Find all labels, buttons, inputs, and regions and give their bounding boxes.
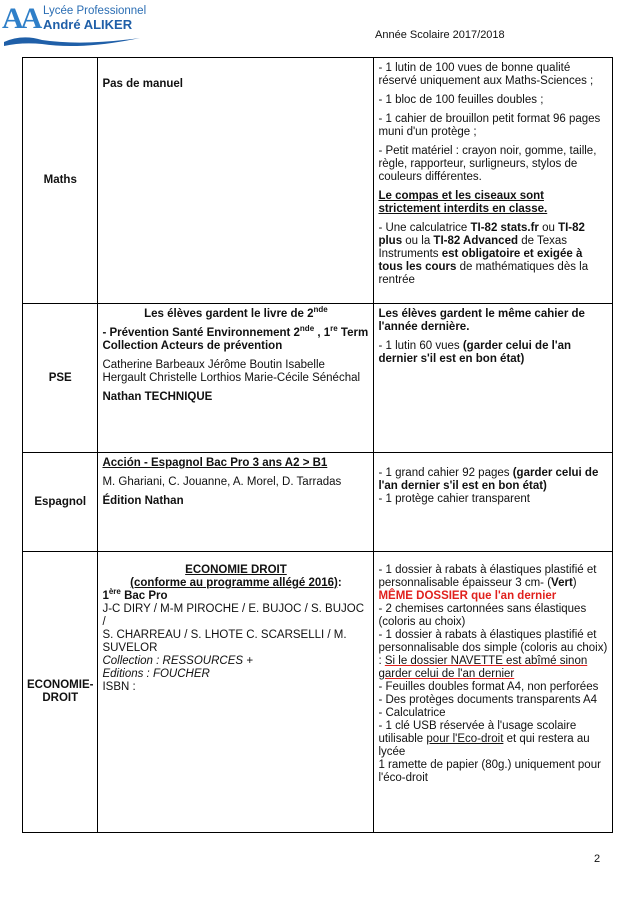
book-isbn: ISBN :	[102, 681, 136, 693]
warning-text: Le compas et les ciseaux sont strictement interdits en classe.	[378, 190, 548, 215]
supplies-table	[22, 57, 613, 833]
supply-item: 1 ramette de papier (80g.) uniquement pour l'éco-droit	[378, 759, 601, 784]
table-row	[23, 58, 613, 304]
supplies-cell	[374, 304, 613, 453]
book-publisher: Nathan TECHNIQUE	[102, 391, 213, 403]
book-title: Acción - Espagnol Bac Pro 3 ans A2 > B1	[102, 457, 328, 469]
book-name: - Prévention Santé Environnement 2nde , 1re Term Collection Acteurs de prévention	[102, 324, 369, 352]
supply-item: - 1 cahier de brouillon petit format 96 pages muni d'un protège ;	[378, 113, 601, 138]
book-publisher: Editions : FOUCHER	[102, 668, 210, 680]
book-level: 1ère Bac Pro	[102, 587, 168, 602]
book-cell	[98, 552, 374, 833]
same-folder-note: MÊME DOSSIER que l'an dernier	[378, 590, 557, 602]
table-row	[23, 552, 613, 833]
supply-item: - 1 grand cahier 92 pages (garder celui de l'an dernier s'il est en bon état)	[378, 467, 599, 492]
supply-item: - Feuilles doubles format A4, non perforées	[378, 681, 599, 693]
school-logo	[2, 2, 172, 48]
table-row	[23, 453, 613, 552]
keep-note: Les élèves gardent le même cahier de l'année dernière.	[378, 308, 585, 333]
book-authors: M. Ghariani, C. Jouanne, A. Morel, D. Tarradas	[102, 476, 342, 488]
supply-item: - Petit matériel : crayon noir, gomme, taille, règle, rapporteur, surligneurs, stylos de couleurs différentes.	[378, 145, 597, 183]
book-cell	[98, 453, 374, 552]
supplies-cell	[374, 453, 613, 552]
book-authors: J-C DIRY / M-M PIROCHE / E. BUJOC / S. BUJOC /	[102, 603, 364, 628]
book-publisher: Édition Nathan	[102, 495, 184, 507]
supply-item: - 1 dossier à rabats à élastiques plastifié et personnalisable dos simple (coloris au choix) : Si le dossier NAVETTE est abîmé sinon garder celui de l'an dernier	[378, 629, 608, 680]
supplies-cell	[374, 58, 613, 304]
supply-item: - 1 bloc de 100 feuilles doubles ;	[378, 94, 544, 106]
supply-item: - Calculatrice	[378, 707, 446, 719]
subject-cell: ECONOMIE-DROIT	[23, 552, 98, 833]
school-year: Année Scolaire 2017/2018	[375, 29, 505, 41]
supplies-cell	[374, 552, 613, 833]
book-title: Les élèves gardent le livre de 2nde	[144, 305, 328, 320]
supply-item: - 1 protège cahier transparent	[378, 493, 530, 505]
subject-cell: Espagnol	[23, 453, 98, 552]
supply-item: - 1 dossier à rabats à élastiques plastifié et personnalisable épaisseur 3 cm- (Vert)	[378, 564, 597, 589]
supply-item: - 1 lutin de 100 vues de bonne qualité réservé uniquement aux Maths-Sciences ;	[378, 62, 594, 87]
book-title: ECONOMIE DROIT	[185, 564, 287, 576]
supply-item: - 1 lutin 60 vues (garder celui de l'an dernier s'il est en bon état)	[378, 340, 572, 365]
supply-item: - 1 clé USB réservée à l'usage scolaire utilisable pour l'Eco-droit et qui restera au lycée	[378, 720, 590, 758]
logo-name: André ALIKER	[43, 17, 133, 32]
subject-cell: PSE	[23, 304, 98, 453]
calculator-item: - Une calculatrice TI-82 stats.fr ou TI-82 plus ou la TI-82 Advanced de Texas Instruments est obligatoire et exigée à tous les cours de mathématiques dès la rentrée	[378, 222, 589, 286]
page-number: 2	[594, 853, 601, 865]
logo-subtitle: Lycée Professionnel	[43, 5, 147, 17]
table-row	[23, 304, 613, 453]
manual-text: Pas de manuel	[102, 78, 183, 90]
wave-icon	[2, 32, 142, 48]
book-collection: Collection : RESSOURCES +	[102, 655, 253, 667]
subject-cell: Maths	[23, 58, 98, 304]
book-subtitle: (conforme au programme allégé 2016):	[130, 577, 342, 589]
book-cell	[98, 304, 374, 453]
book-authors: Catherine Barbeaux Jérôme Boutin Isabelle Hergault Christelle Lorthios Marie-Cécile Sénéchal	[102, 359, 361, 384]
book-authors: S. CHARREAU / S. LHOTE C. SCARSELLI / M. SUVELOR	[102, 629, 347, 654]
supply-item: - 2 chemises cartonnées sans élastiques (coloris au choix)	[378, 603, 587, 628]
book-cell	[98, 58, 374, 304]
supply-item: - Des protèges documents transparents A4	[378, 694, 598, 706]
logo-letters: AA	[2, 2, 40, 35]
